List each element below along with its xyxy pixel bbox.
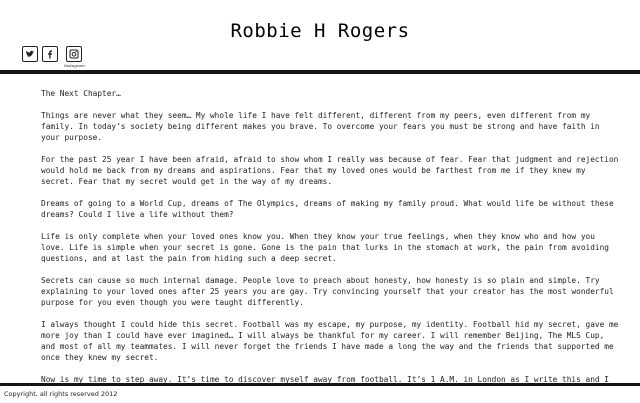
article-paragraph-6: I always thought I could hide this secret. Football was my escape, my purpose, my identity. Football hid my secret, gave me more joy than I could have ever imagined… I will always be thankful for my career. I will remember Beijing, The MLS Cup, and most of all my teammates. I will never forget the friends I have made a long the way and the friends that supported me once they knew my secret. [41, 320, 619, 362]
article [41, 88, 621, 383]
article-paragraph-2: For the past 25 year I have been afraid, afraid to show whom I really was because of fear. Fear that judgment and rejection would hold me back from my dreams and aspirations. Fear that my loved ones would be farthest from me if they knew my secret. Fear that my secret would get in the way of my dreams. [41, 155, 619, 186]
instagram-link[interactable] [64, 46, 85, 68]
article-paragraph-7: Now is my time to step away. It’s time to discover myself away from football. It’s 1 A.M. in London as I write this and I [41, 375, 609, 383]
instagram-icon[interactable] [66, 46, 82, 62]
site-title: Robbie H Rogers [230, 20, 410, 42]
site-header [0, 0, 640, 70]
footer-divider [0, 383, 640, 386]
social-links [22, 46, 85, 68]
facebook-icon[interactable] [42, 46, 58, 62]
article-paragraph-1: Things are never what they seem… My whole life I have felt different, different from my peers, even different from my family. In today’s society being different makes you brave. To overcome your fears you must be strong and have faith in your purpose. [41, 111, 600, 142]
instagram-caption: Instagram [64, 63, 85, 68]
main-content [0, 74, 640, 383]
article-paragraph-3: Dreams of going to a World Cup, dreams of The Olympics, dreams of making my family proud. What would life be without these dreams? Could I live a life without them? [41, 199, 614, 219]
article-heading: The Next Chapter… [41, 89, 121, 98]
site-footer [0, 383, 640, 403]
article-paragraph-5: Secrets can cause so much internal damage. People love to preach about honesty, how honesty is so plain and simple. Try explaining to your loved ones after 25 years you are gay. Try convincing yourself that your creator has the most wonderful purpose for you even though you were taught differently. [41, 276, 614, 307]
copyright-text: Copyright, all rights reserved 2012 [4, 390, 118, 398]
article-paragraph-4: Life is only complete when your loved ones know you. When they know your true feelings, when they know who and how you love. Life is simple when your secret is gone. Gone is the pain that lurks in the stomach at work, the pain from avoiding questions, and at last the pain from hiding such a deep secret. [41, 232, 609, 263]
twitter-icon[interactable] [22, 46, 38, 62]
